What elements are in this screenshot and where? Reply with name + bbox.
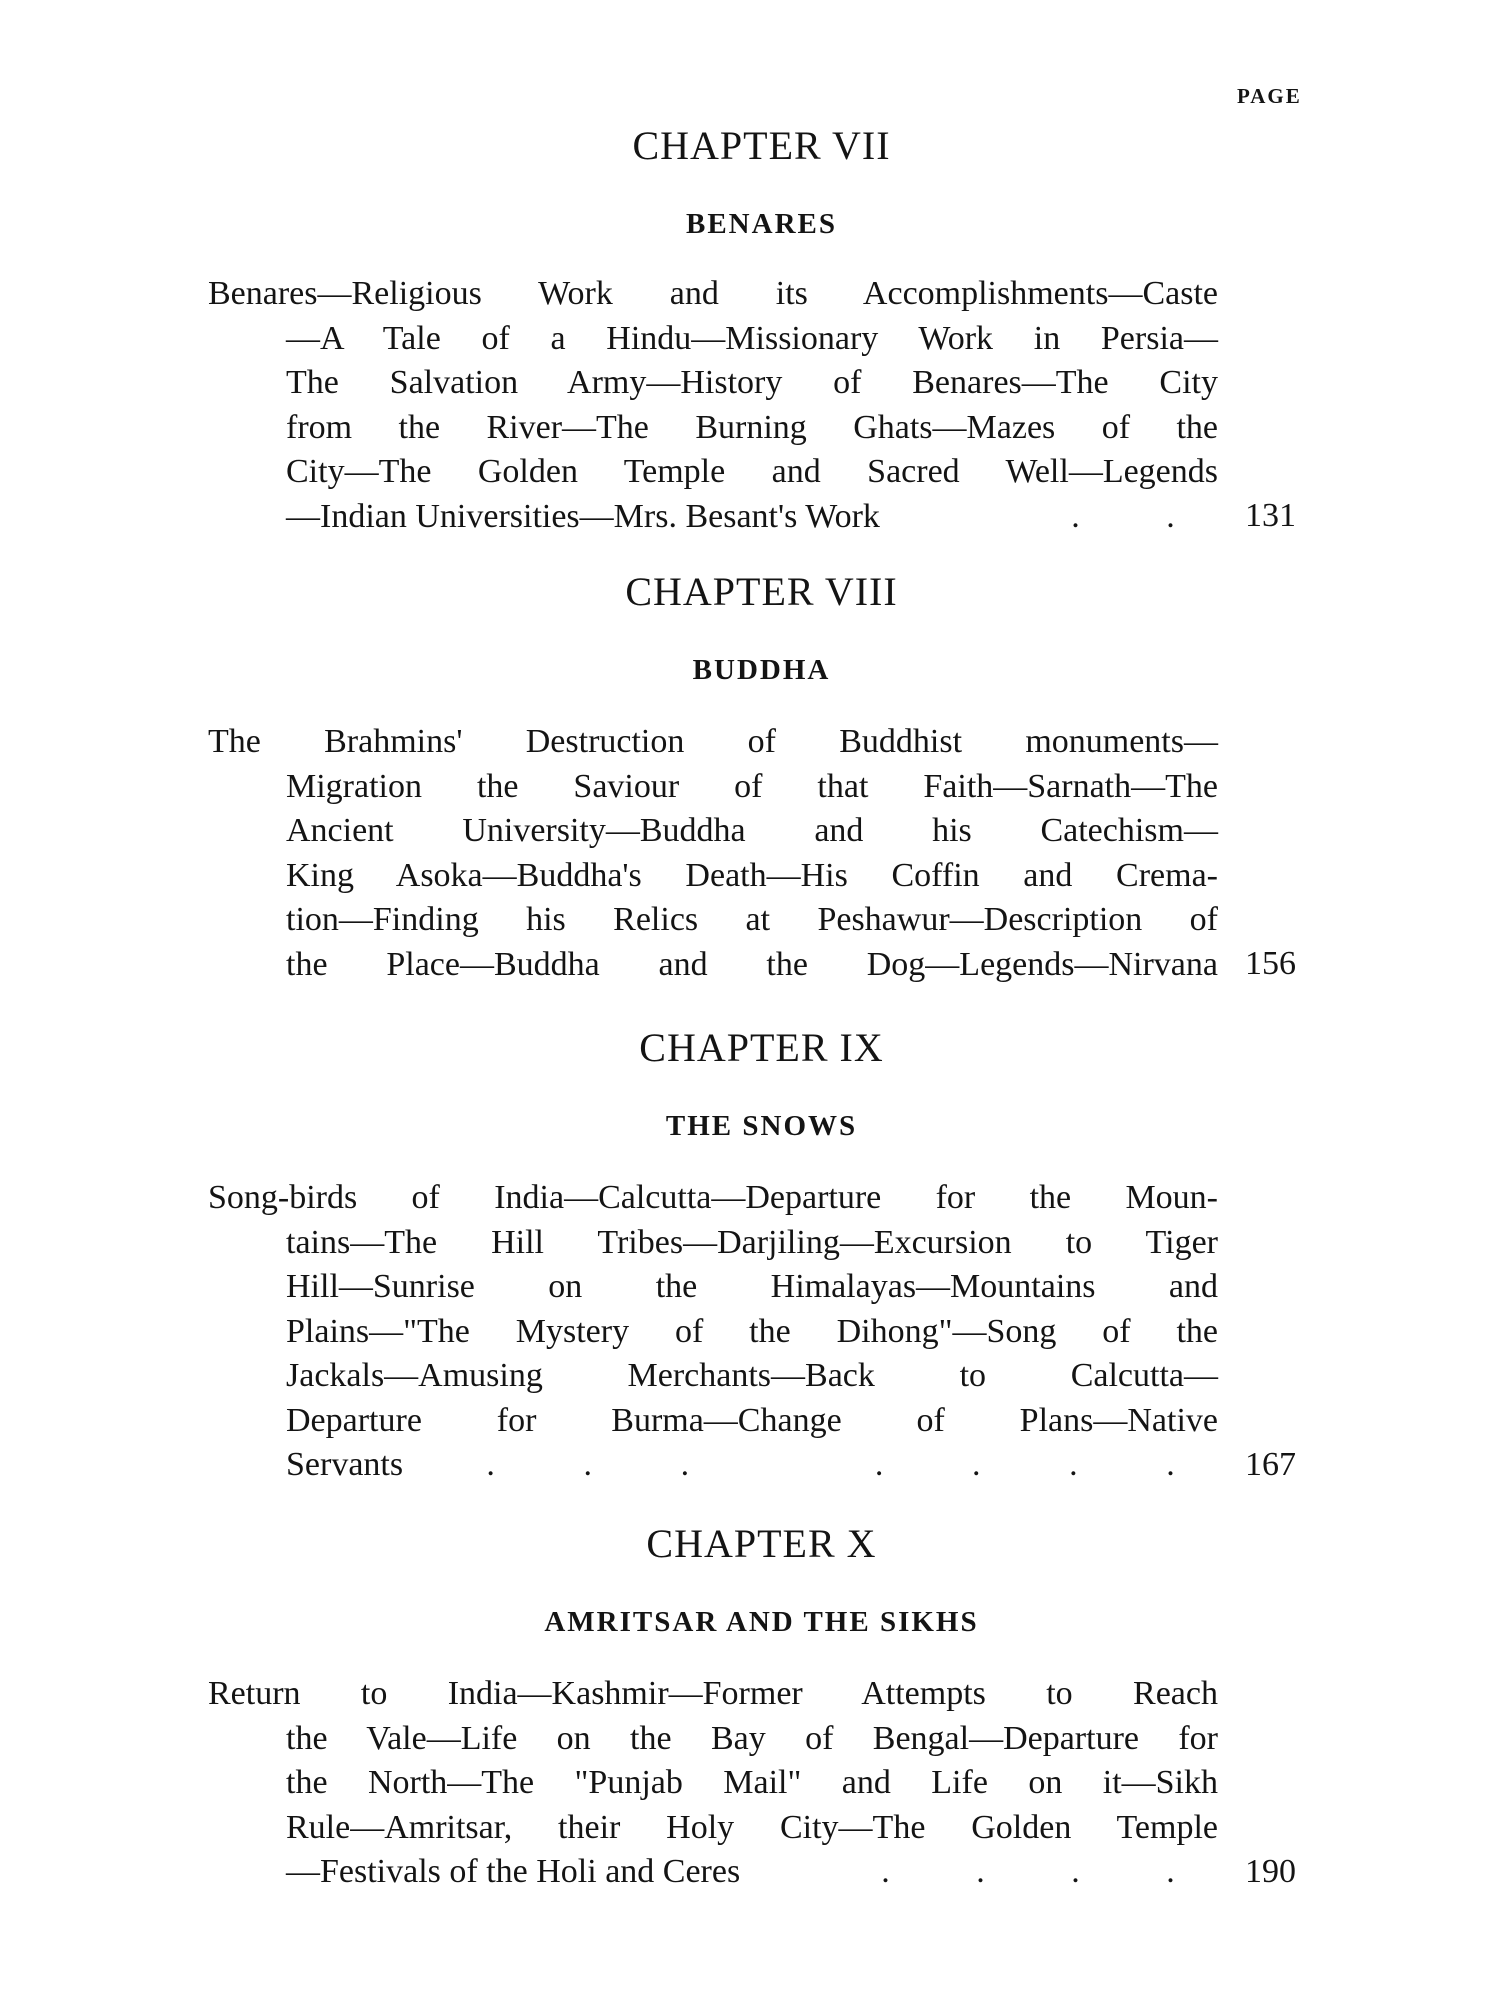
summary-line: The Brahmins' Destruction of Buddhist monuments—: [208, 723, 1218, 760]
chapter-title: BENARES: [686, 208, 837, 240]
page-number: 190: [1245, 1853, 1296, 1890]
page-number: 167: [1245, 1446, 1296, 1483]
summary-line: King Asoka—Buddha's Death—His Coffin and Crema-: [286, 856, 1218, 894]
summary-line: Rule—Amritsar, their Holy City—The Golden Temple: [286, 1808, 1218, 1846]
chapter-summary: [208, 1176, 1218, 1488]
chapter-heading: CHAPTER VII: [632, 123, 891, 168]
summary-line: tion—Finding his Relics at Peshawur—Description of: [286, 901, 1218, 938]
chapter-heading: CHAPTER IX: [639, 1025, 884, 1070]
summary-line: City—The Golden Temple and Sacred Well—Legends: [286, 453, 1218, 490]
chapter-title: AMRITSAR AND THE SIKHS: [544, 1606, 979, 1638]
chapter-title: THE SNOWS: [665, 1110, 858, 1142]
chapter-heading: CHAPTER X: [646, 1521, 877, 1566]
chapter-summary: [208, 720, 1218, 987]
page-label: PAGE: [1237, 84, 1302, 108]
summary-line: the North—The "Punjab Mail" and Life on it—Sikh: [286, 1764, 1218, 1801]
summary-line: tains—The Hill Tribes—Darjiling—Excursion to Tiger: [286, 1223, 1218, 1261]
summary-line: Return to India—Kashmir—Former Attempts to Reach: [208, 1675, 1218, 1712]
summary-line: Departure for Burma—Change of Plans—Native: [286, 1401, 1218, 1439]
page-number: 156: [1245, 945, 1296, 982]
dot-leader: . . . . . . .: [486, 1446, 1175, 1483]
page-number: 131: [1245, 497, 1296, 534]
summary-line: [208, 1850, 1218, 1895]
summary-line: Benares—Religious Work and its Accomplishments—Caste: [208, 275, 1218, 312]
summary-line: [208, 495, 1218, 540]
chapter-heading: CHAPTER VIII: [625, 569, 898, 614]
summary-line: Ancient University—Buddha and his Catechism—: [286, 812, 1218, 849]
dot-leader: . .: [1071, 497, 1175, 535]
summary-line: Hill—Sunrise on the Himalayas—Mountains and: [286, 1268, 1218, 1305]
summary-line: the Place—Buddha and the Dog—Legends—Nirvana: [286, 945, 1218, 983]
chapter-title: BUDDHA: [692, 654, 831, 686]
summary-line: [208, 1443, 1218, 1488]
summary-line: Song-birds of India—Calcutta—Departure for the Moun-: [208, 1179, 1218, 1216]
chapter-summary: [208, 1672, 1218, 1895]
summary-line: —A Tale of a Hindu—Missionary Work in Persia—: [286, 319, 1218, 357]
summary-line: Jackals—Amusing Merchants—Back to Calcutta—: [286, 1357, 1218, 1394]
summary-line: Plains—"The Mystery of the Dihong"—Song of the: [286, 1312, 1218, 1350]
summary-line-text: —Festivals of the Holi and Ceres: [286, 1853, 741, 1890]
dot-leader: . . . .: [881, 1853, 1175, 1890]
chapter-summary: [208, 272, 1218, 539]
summary-line: from the River—The Burning Ghats—Mazes of the: [286, 408, 1218, 446]
summary-line-text: —Indian Universities—Mrs. Besant's Work: [286, 497, 880, 535]
summary-line: The Salvation Army—History of Benares—The City: [286, 364, 1218, 401]
summary-line-text: Servants: [286, 1446, 404, 1483]
summary-line: Migration the Saviour of that Faith—Sarnath—The: [286, 767, 1218, 805]
summary-line: the Vale—Life on the Bay of Bengal—Departure for: [286, 1719, 1218, 1757]
